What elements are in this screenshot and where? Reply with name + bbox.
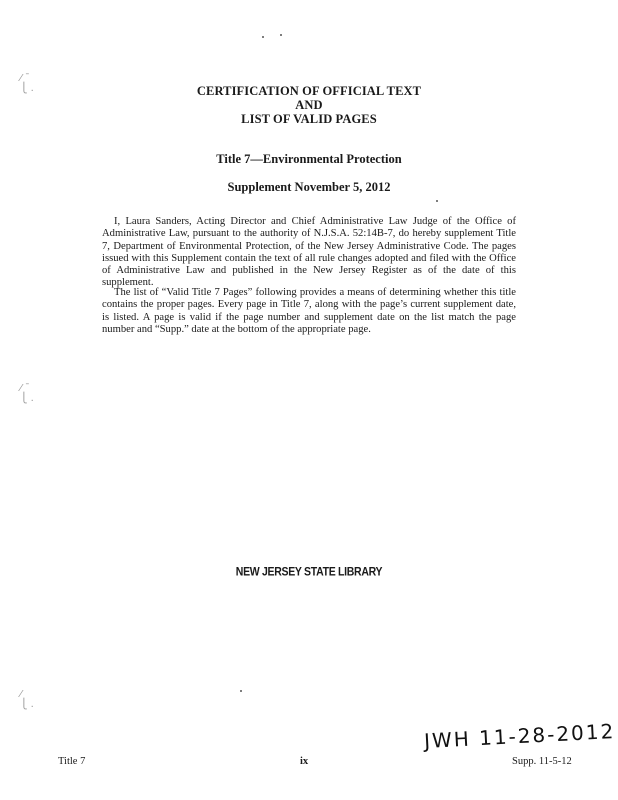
footer-page-number: ix — [300, 756, 309, 767]
certification-heading-line-1: CERTIFICATION OF OFFICIAL TEXT — [196, 84, 422, 98]
scan-speck — [280, 34, 282, 36]
supplement-date-line: Supplement November 5, 2012 — [227, 180, 391, 194]
certification-paragraph: I, Laura Sanders, Acting Director and Chief Administrative Law Judge of the Office of Administrative Law, pursuant to the authority of N.J.S.A. 52:14B-7, do hereby supplement Title 7, Department of Environmental Protection, of the New Jersey Administrative Code. The pages issued with this Supplement contain the text of all rule changes adopted and filed with the Office of Administrative Law and published in the New Jersey Register as of the date of this supplement. — [102, 216, 516, 289]
scan-speck — [262, 36, 264, 38]
punch-hole-mark-middle: ⁄ ˉ ⎩ . — [20, 383, 34, 404]
title-subject-line: Title 7—Environmental Protection — [216, 152, 402, 166]
footer-title: Title 7 — [58, 756, 86, 767]
punch-hole-mark-top: ⁄ ˉ ⎩ . — [20, 73, 34, 94]
footer-supplement-date: Supp. 11-5-12 — [512, 756, 572, 767]
handwritten-initials-date: JWH 11-28-2012 — [423, 719, 616, 753]
scan-speck — [240, 690, 242, 692]
valid-pages-paragraph: The list of “Valid Title 7 Pages” following provides a means of determining whether this title contains the proper pages. Every page in Title 7, along with the page’s current supplement date, is listed. A page is valid if the page number and supplement date on the list match the page number and “Supp.” date at the bottom of the appropriate page. — [102, 287, 516, 335]
scan-speck — [436, 200, 438, 202]
certification-heading-line-2: AND — [295, 98, 323, 112]
certification-heading-line-3: LIST OF VALID PAGES — [241, 112, 377, 126]
punch-hole-mark-bottom: ⁄ ⎩ . — [20, 689, 34, 710]
library-stamp: NEW JERSEY STATE LIBRARY — [235, 565, 383, 579]
